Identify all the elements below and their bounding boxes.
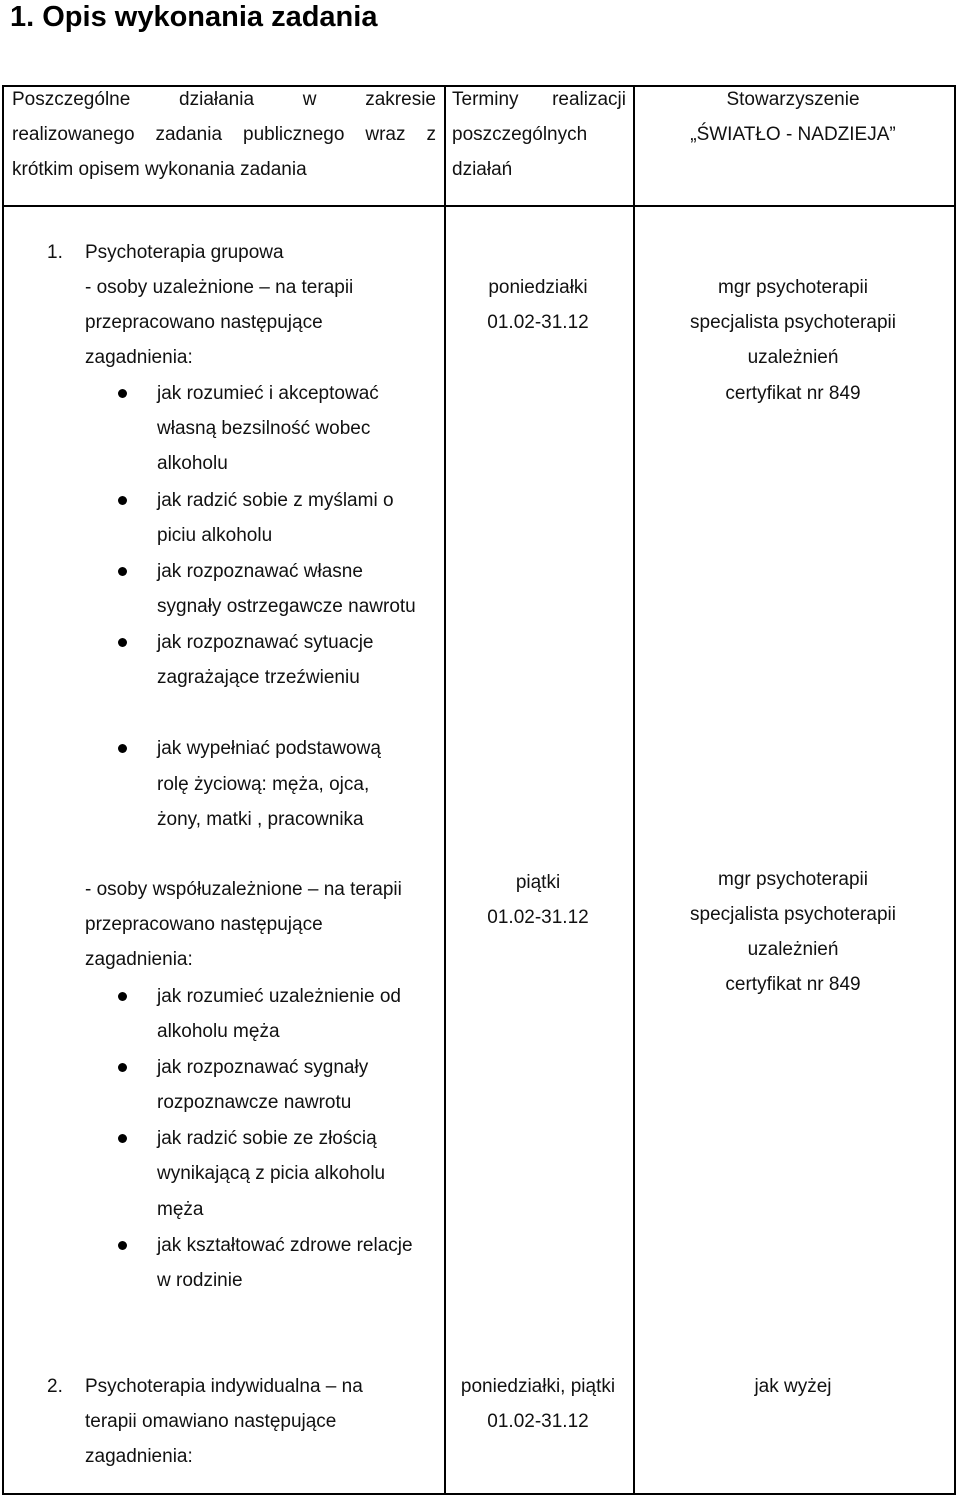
bullet-text-line: żony, matki , pracownika: [157, 809, 364, 830]
provider-line: uzależnień: [747, 347, 839, 368]
bullet-text-line: rozpoznawcze nawrotu: [157, 1092, 352, 1113]
bullet-text-line: własną bezsilność wobec: [157, 418, 371, 439]
bullet-icon: [118, 992, 127, 1001]
section-title: 1. Opis wykonania zadania: [10, 1, 378, 33]
item-line: terapii omawiano następujące: [85, 1411, 337, 1432]
bullet-text-line: rolę życiową: męża, ojca,: [157, 774, 370, 795]
item-line: Psychoterapia indywidualna – na: [85, 1376, 363, 1397]
header-divider: [4, 205, 954, 207]
provider-line: uzależnień: [747, 939, 839, 960]
bullet-icon: [118, 1063, 127, 1072]
provider-line: mgr psychoterapii: [718, 277, 868, 298]
term-dates: 01.02-31.12: [487, 312, 589, 333]
bullet-icon: [118, 496, 127, 505]
bullet-icon: [118, 567, 127, 576]
term-dates: 01.02-31.12: [487, 1411, 589, 1432]
bullet-text-line: zagrażające trzeźwieniu: [157, 667, 360, 688]
bullet-text-line: jak rozumieć uzależnienie od: [157, 986, 401, 1007]
group-intro-line: zagadnienia:: [85, 949, 193, 970]
bullet-text-line: jak rozpoznawać sytuacje: [157, 632, 374, 653]
bullet-icon: [118, 389, 127, 398]
header-col1-line: realizowanego zadania publicznego wraz z: [12, 124, 436, 145]
provider-line: jak wyżej: [754, 1376, 832, 1397]
group-intro-line: - osoby uzależnione – na terapii: [85, 277, 354, 298]
bullet-text-line: jak rozumieć i akceptować: [157, 383, 379, 404]
header-col3-line: Stowarzyszenie: [726, 89, 860, 110]
bullet-text-line: jak rozpoznawać własne: [157, 561, 363, 582]
group-intro-line: - osoby współuzależnione – na terapii: [85, 879, 402, 900]
bullet-text-line: jak radzić sobie ze złością: [157, 1128, 377, 1149]
bullet-icon: [118, 744, 127, 753]
bullet-text-line: w rodzinie: [157, 1270, 243, 1291]
item-line: zagadnienia:: [85, 1446, 193, 1467]
bullet-text-line: jak kształtować zdrowe relacje: [157, 1235, 413, 1256]
header-col2-line: poszczególnych: [452, 124, 588, 145]
bullet-text-line: jak wypełniać podstawową: [157, 738, 381, 759]
bullet-icon: [118, 638, 127, 647]
group-intro-line: przepracowano następujące: [85, 312, 323, 333]
provider-line: specjalista psychoterapii: [690, 904, 896, 925]
group-intro-line: przepracowano następujące: [85, 914, 323, 935]
bullet-icon: [118, 1134, 127, 1143]
term-days: poniedziałki: [488, 277, 588, 298]
header-col2-line: Terminy realizacji: [452, 89, 626, 110]
bullet-text-line: alkoholu: [157, 453, 228, 474]
bullet-text-line: wynikającą z picia alkoholu: [157, 1163, 386, 1184]
bullet-text-line: jak radzić sobie z myślami o: [157, 490, 394, 511]
bullet-text-line: sygnały ostrzegawcze nawrotu: [157, 596, 416, 617]
bullet-text-line: piciu alkoholu: [157, 525, 273, 546]
provider-line: certyfikat nr 849: [725, 974, 861, 995]
header-col2-line: działań: [452, 159, 513, 180]
bullet-icon: [118, 1241, 127, 1250]
bullet-text-line: alkoholu męża: [157, 1021, 280, 1042]
bullet-text-line: męża: [157, 1199, 204, 1220]
header-col1-line: Poszczególne działania w zakresie: [12, 89, 436, 110]
term-days: poniedziałki, piątki: [460, 1376, 616, 1397]
provider-line: certyfikat nr 849: [725, 383, 861, 404]
item-number: 2.: [47, 1376, 63, 1397]
provider-line: mgr psychoterapii: [718, 869, 868, 890]
provider-line: specjalista psychoterapii: [690, 312, 896, 333]
group-intro-line: zagadnienia:: [85, 347, 193, 368]
header-col3-line: „ŚWIATŁO - NADZIEJA”: [690, 124, 896, 145]
bullet-text-line: jak rozpoznawać sygnały: [157, 1057, 369, 1078]
item-number: 1.: [47, 242, 63, 263]
item-heading: Psychoterapia grupowa: [85, 242, 284, 263]
header-col1-line: krótkim opisem wykonania zadania: [12, 159, 307, 180]
term-days: piątki: [515, 872, 561, 893]
term-dates: 01.02-31.12: [487, 907, 589, 928]
